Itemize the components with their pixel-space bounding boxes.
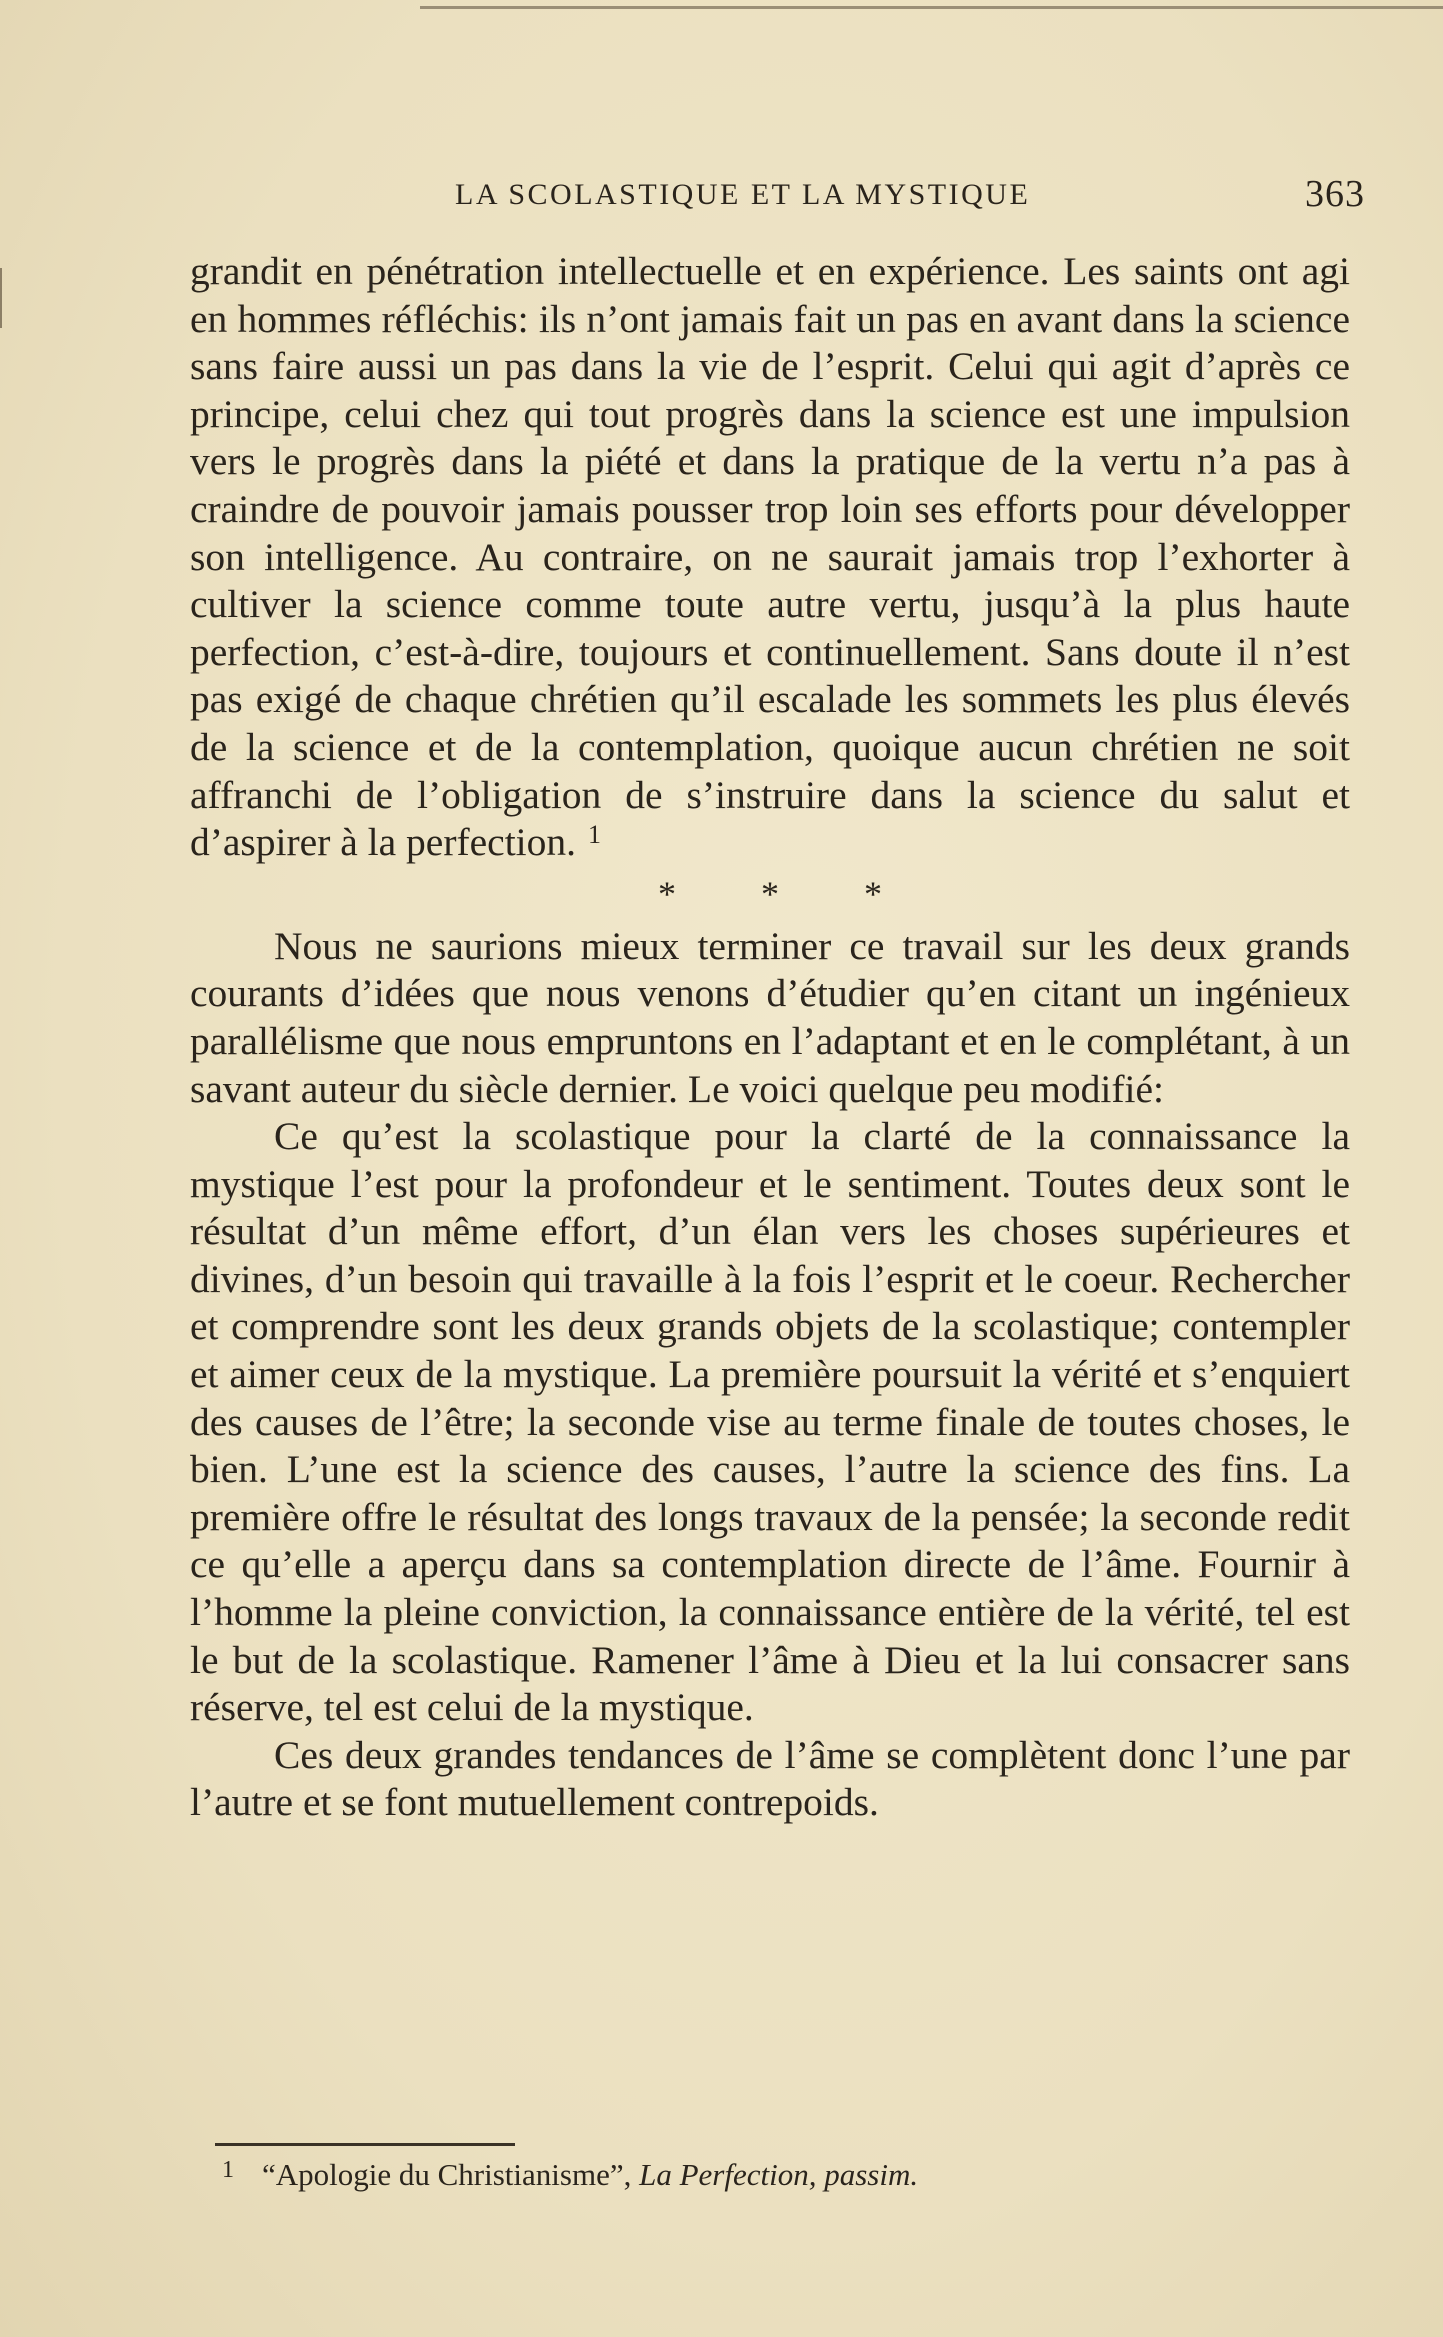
footnote-italic-text: La Perfection, passim. bbox=[639, 2157, 919, 2192]
footnote bbox=[222, 2150, 1342, 2195]
footnote-number: 1 bbox=[222, 2157, 234, 2183]
paragraph: Ce qu’est la scolastique pour la clarté de la connaissance la mystique l’est pour la profondeur et le sentiment. Toutes deux sont le résultat d’un même effort, d’un élan vers les choses supérieures et divines, d’un besoin qui travaille à la fois l’esprit et le coeur. Rechercher et comprendre sont les deux grands objets de la scolastique; contempler et aimer ceux de la mystique. La première poursuit la vérité et s’enquiert des causes de l’être; la seconde vise au terme finale de toutes choses, le bien. L’une est la science des causes, l’autre la science des fins. La première offre le résultat des longs travaux de la pensée; la seconde redit ce qu’elle a aperçu dans sa contemplation directe de l’âme. Fournir à l’homme la pleine conviction, la connaissance entière de la vérité, tel est le but de la scolastique. Ramener l’âme à Dieu et la lui consacrer sans réserve, tel est celui de la mystique. bbox=[190, 1114, 1350, 1730]
paragraph-continued bbox=[190, 248, 1350, 867]
paragraph: Nous ne saurions mieux terminer ce travail sur les deux grands courants d’idées que nous venons d’étudier qu’en citant un ingénieux parallélisme que nous empruntons en l’adaptant et en le complétant, à un savant auteur du siècle dernier. Le voici quelque peu modifié: bbox=[190, 923, 1350, 1111]
paragraph-text: grandit en pénétration intellectuelle et en expérience. Les saints ont agi en hommes réfléchis: ils n’ont jamais fait un pas en avant dans la science sans faire aussi un pas dans la vie de l’esprit. Celui qui agit d’après ce principe, celui chez qui tout progrès dans la science est une impulsion vers le progrès dans la piété et dans la pratique de la vertu n’a pas à craindre de pouvoir jamais pousser trop loin ses efforts pour développer son intelligence. Au contraire, on ne saurait jamais trop l’exhorter à cultiver la science comme toute autre vertu, jusqu’à la plus haute perfection, c’est-à-dire, toujours et continuellement. Sans doute il n’est pas exigé de chaque chrétien qu’il escalade les sommets les plus élevés de la science et de la contemplation, quoique aucun chrétien ne soit affranchi de l’obligation de s’instruire dans la science du salut et d’aspirer à la perfection. bbox=[190, 249, 1350, 865]
paragraph: Ces deux grandes tendances de l’âme se complètent donc l’une par l’autre et se font mutuellement contrepoids. bbox=[190, 1732, 1350, 1825]
page-left-edge-mark bbox=[0, 268, 2, 328]
footnote-reference: 1 bbox=[588, 820, 602, 850]
footnote-text: “Apologie du Christianisme”, bbox=[262, 2157, 632, 2192]
page-number: 363 bbox=[1305, 173, 1365, 215]
running-head: LA SCOLASTIQUE ET LA MYSTIQUE bbox=[455, 178, 1031, 211]
footnote-rule bbox=[215, 2143, 515, 2146]
page-top-edge bbox=[420, 6, 1443, 9]
page-header bbox=[455, 172, 1365, 222]
body-text bbox=[190, 248, 1350, 1827]
section-separator: * * * bbox=[658, 873, 920, 914]
